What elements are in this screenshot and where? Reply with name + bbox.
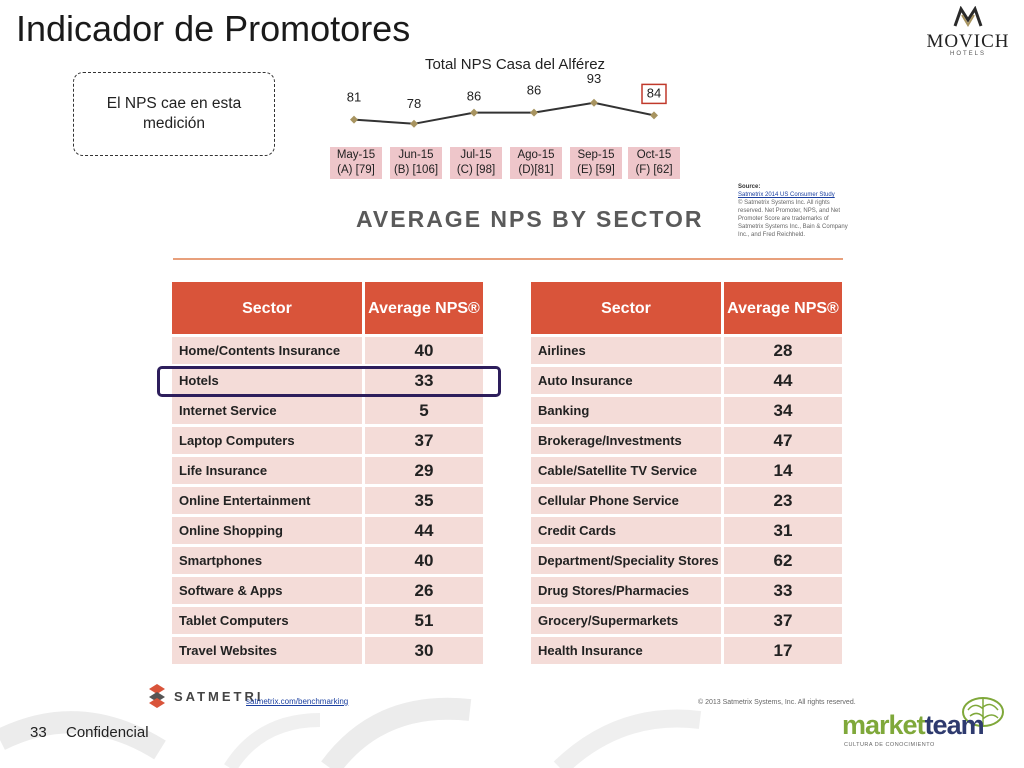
- table-row: [172, 487, 483, 514]
- x-tick-label: [450, 147, 502, 179]
- table-row: [172, 427, 483, 454]
- column-header-nps-text: Average NPS®: [368, 299, 480, 317]
- sector-name: Auto Insurance: [531, 367, 724, 394]
- table-row: [531, 337, 842, 364]
- x-tick-sample: (D)[81]: [518, 164, 554, 176]
- hotels-highlight-box: [157, 366, 501, 397]
- sector-nps-value: 14: [724, 457, 842, 484]
- table-row: [531, 637, 842, 664]
- sector-name: Drug Stores/Pharmacies: [531, 577, 724, 604]
- sector-table-right: [531, 279, 842, 667]
- sector-table-left: [172, 279, 483, 667]
- table-row: [531, 487, 842, 514]
- table-row: [531, 397, 842, 424]
- sector-name: Internet Service: [172, 397, 365, 424]
- brand-tagline: CULTURA DE CONOCIMIENTO: [844, 742, 935, 748]
- sector-nps-value: 33: [724, 577, 842, 604]
- page-title: Indicador de Promotores: [16, 8, 411, 49]
- x-tick-label: [628, 147, 680, 179]
- sector-nps-value: 44: [724, 367, 842, 394]
- sector-nps-value: 62: [724, 547, 842, 574]
- series-line: [354, 103, 654, 124]
- brand-market: market: [842, 710, 925, 740]
- sector-name: Airlines: [531, 337, 724, 364]
- x-tick-month: Oct-15: [636, 149, 672, 161]
- table-row: [172, 547, 483, 574]
- sector-name: Health Insurance: [531, 637, 724, 664]
- sector-nps-value: 40: [365, 547, 483, 574]
- sector-name: Home/Contents Insurance: [172, 337, 365, 364]
- sector-nps-value: 30: [365, 637, 483, 664]
- sector-nps-value: 40: [365, 337, 483, 364]
- sector-nps-value: 17: [724, 637, 842, 664]
- sector-name: Laptop Computers: [172, 427, 365, 454]
- sector-nps-value: 29: [365, 457, 483, 484]
- x-tick-label: [570, 147, 622, 179]
- source-link[interactable]: Satmetrix 2014 US Consumer Study: [738, 192, 835, 198]
- sector-name: Software & Apps: [172, 577, 365, 604]
- movich-emblem-icon: [951, 6, 985, 28]
- table-row: [531, 577, 842, 604]
- source-title: Source:: [738, 184, 761, 190]
- sector-nps-value: 33: [365, 367, 483, 394]
- movich-logo-name: MOVICH: [926, 31, 1010, 52]
- x-tick-month: Jun-15: [398, 149, 434, 161]
- satmetrix-name: SATMETRI: [174, 688, 264, 704]
- sector-nps-value: 5: [365, 397, 483, 424]
- nps-line-chart: [320, 70, 700, 140]
- table-row: [172, 397, 483, 424]
- movich-logo: [918, 6, 1018, 57]
- sector-name: Smartphones: [172, 547, 365, 574]
- sector-nps-value: 31: [724, 517, 842, 544]
- chart-title: Total NPS Casa del Alférez: [424, 56, 606, 73]
- x-tick-sample: (C) [98]: [456, 164, 496, 176]
- sector-nps-value: 37: [724, 607, 842, 634]
- table-row: [531, 607, 842, 634]
- sector-nps-value: 35: [365, 487, 483, 514]
- sector-name: Cable/Satellite TV Service: [531, 457, 724, 484]
- sector-nps-value: 51: [365, 607, 483, 634]
- x-tick-month: May-15: [336, 149, 376, 161]
- table-row: [531, 427, 842, 454]
- x-tick-month: Jul-15: [460, 149, 492, 161]
- movich-logo-sub: HOTELS: [949, 51, 986, 57]
- x-tick-sample: (E) [59]: [577, 164, 615, 176]
- data-point: [470, 109, 478, 117]
- sector-nps-value: 37: [365, 427, 483, 454]
- sector-name: Hotels: [172, 367, 365, 394]
- x-tick-sample: (B) [106]: [393, 164, 439, 176]
- sector-nps-value: 26: [365, 577, 483, 604]
- column-header-nps: [365, 282, 483, 334]
- table-row: [531, 457, 842, 484]
- satmetrix-link[interactable]: satmetrix.com/benchmarking: [246, 697, 349, 706]
- column-header-sector: Sector: [172, 282, 365, 334]
- sector-title: AVERAGE NPS BY SECTOR: [356, 206, 704, 232]
- data-point: [350, 116, 358, 124]
- table-row: [531, 547, 842, 574]
- column-header-sector: Sector: [531, 282, 724, 334]
- sector-name: Brokerage/Investments: [531, 427, 724, 454]
- table-row: [172, 637, 483, 664]
- x-tick-label: [510, 147, 562, 179]
- data-label: 78: [406, 95, 422, 111]
- sector-name: Grocery/Supermarkets: [531, 607, 724, 634]
- marketteam-wordmark: [842, 710, 984, 741]
- x-tick-month: Ago-15: [517, 149, 555, 161]
- sector-nps-value: 44: [365, 517, 483, 544]
- sector-name: Online Entertainment: [172, 487, 365, 514]
- sector-name: Credit Cards: [531, 517, 724, 544]
- table-row: [172, 517, 483, 544]
- nps-callout: El NPS cae en esta medición: [73, 72, 275, 156]
- marketteam-logo: [842, 696, 1012, 760]
- sector-name: Travel Websites: [172, 637, 365, 664]
- x-tick-sample: (F) [62]: [635, 164, 673, 176]
- sector-name: Department/Speciality Stores: [531, 547, 724, 574]
- data-label: 86: [526, 82, 542, 98]
- sector-name: Tablet Computers: [172, 607, 365, 634]
- copyright-text: © 2013 Satmetrix Systems, Inc. All rights reserved.: [698, 699, 856, 706]
- confidential-label: Confidencial: [66, 724, 149, 741]
- data-point: [410, 120, 418, 128]
- data-point: [530, 109, 538, 117]
- data-label: 81: [346, 89, 362, 105]
- sector-name: Banking: [531, 397, 724, 424]
- page-number: 33: [30, 724, 47, 741]
- sector-nps-value: 34: [724, 397, 842, 424]
- table-row: [172, 577, 483, 604]
- table-row: [172, 457, 483, 484]
- table-row: [531, 517, 842, 544]
- sector-nps-value: 47: [724, 427, 842, 454]
- table-row: [531, 367, 842, 394]
- x-tick-month: Sep-15: [577, 149, 615, 161]
- sector-nps-value: 23: [724, 487, 842, 514]
- column-header-nps-text: Average NPS®: [727, 299, 839, 317]
- data-point: [590, 99, 598, 107]
- satmetrix-s-icon: [146, 683, 168, 709]
- data-label: 86: [466, 88, 482, 104]
- data-label: 93: [586, 70, 602, 86]
- sector-nps-value: 28: [724, 337, 842, 364]
- source-text: © Satmetrix Systems Inc. All rights reserved. Net Promoter, NPS, and Net Promoter Score are trademarks of Satmetrix Systems Inc., Bain & Company Inc., and Fred Reichheld.: [738, 200, 848, 238]
- data-point: [650, 111, 658, 119]
- source-note: [738, 183, 848, 239]
- x-tick-sample: (A) [79]: [337, 164, 375, 176]
- x-tick-label: [390, 147, 442, 179]
- data-label: 84: [646, 85, 662, 101]
- column-header-nps: [724, 282, 842, 334]
- sector-divider: [173, 258, 843, 260]
- sector-name: Online Shopping: [172, 517, 365, 544]
- sector-name: Life Insurance: [172, 457, 365, 484]
- table-row: [172, 337, 483, 364]
- brand-team: team: [924, 710, 984, 740]
- table-row: [172, 607, 483, 634]
- x-tick-label: [330, 147, 382, 179]
- sector-name: Cellular Phone Service: [531, 487, 724, 514]
